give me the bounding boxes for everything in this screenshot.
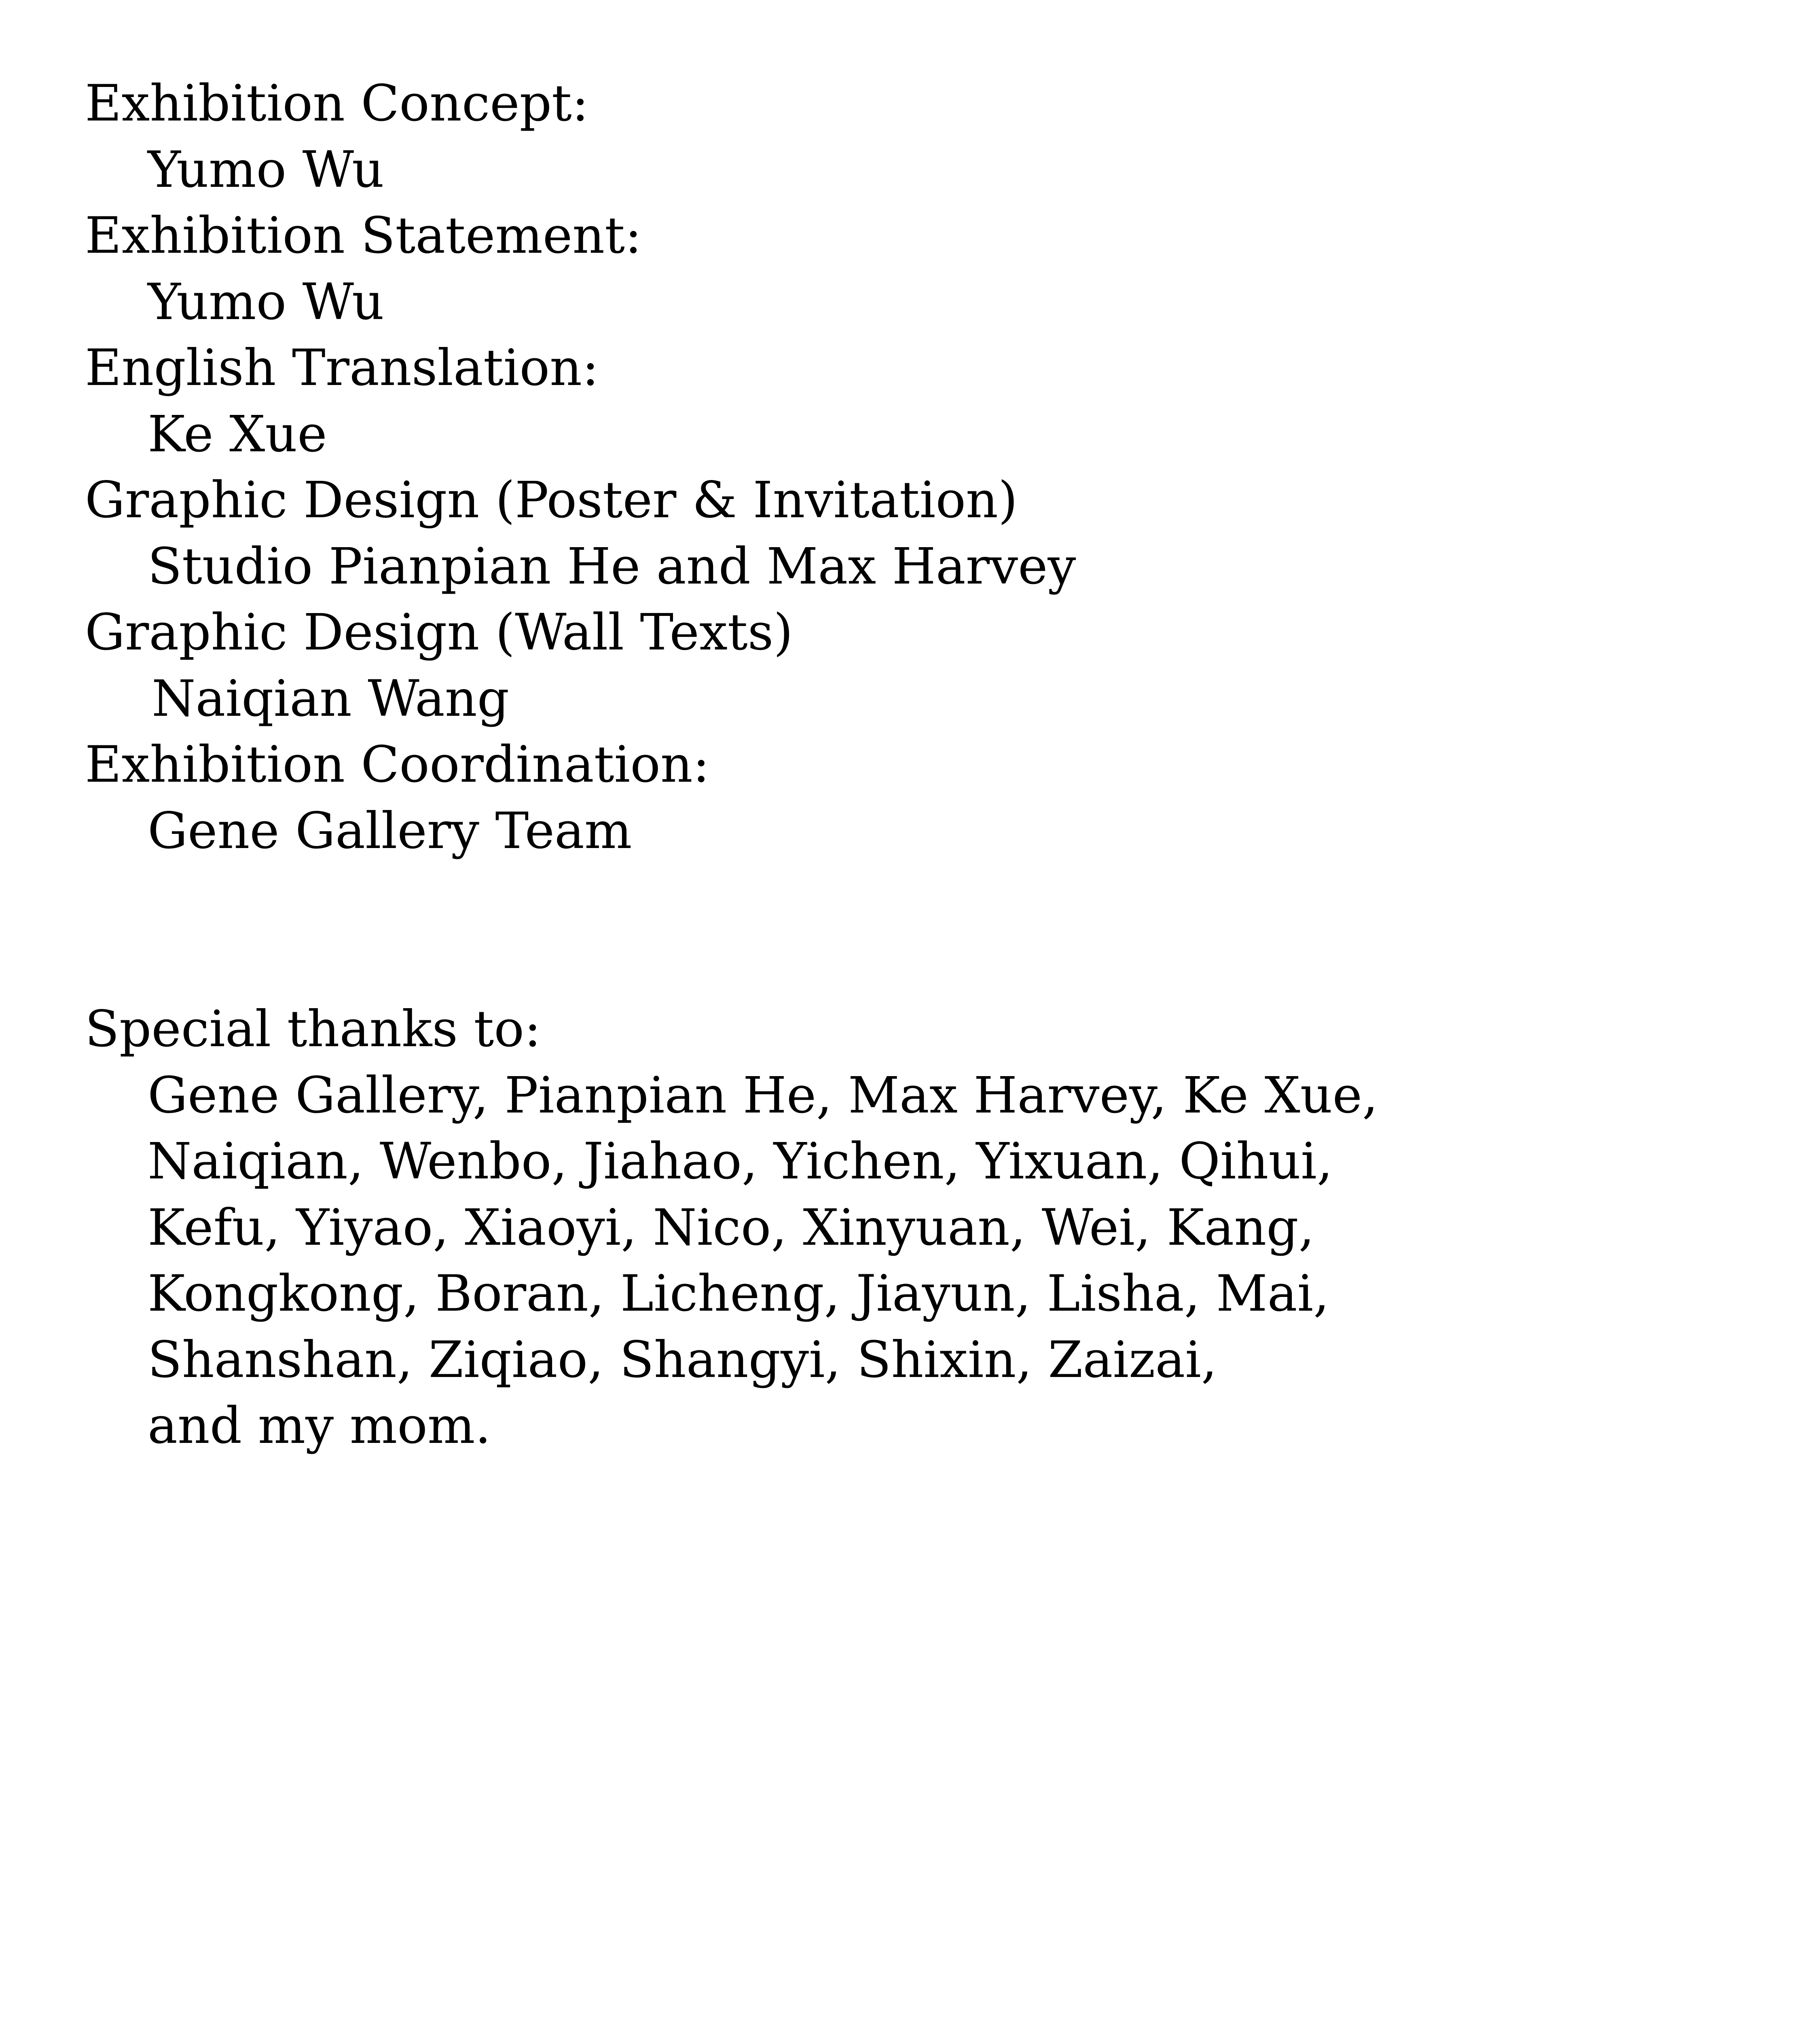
credit-name-english-translation: Ke Xue <box>148 405 327 463</box>
credit-name-graphic-design-wall-texts: Naiqian Wang <box>152 669 510 728</box>
credit-name-exhibition-statement: Yumo Wu <box>148 273 384 331</box>
special-thanks-line: Naiqian, Wenbo, Jiahao, Yichen, Yixuan, Qihui, <box>148 1132 1333 1191</box>
special-thanks-heading: Special thanks to: <box>85 1000 541 1058</box>
section-spacer <box>85 864 1703 996</box>
credit-name-exhibition-concept: Yumo Wu <box>148 140 384 199</box>
special-thanks-line: and my mom. <box>148 1397 491 1455</box>
special-thanks-line: Kefu, Yiyao, Xiaoyi, Nico, Xinyuan, Wei, Kang, <box>148 1198 1314 1257</box>
credit-role-graphic-design-wall-texts: Graphic Design (Wall Texts) <box>85 603 793 662</box>
credits-block <box>85 71 1703 1459</box>
credit-role-exhibition-coordination: Exhibition Coordination: <box>85 736 710 794</box>
credit-name-graphic-design-poster: Studio Pianpian He and Max Harvey <box>148 537 1076 596</box>
special-thanks-line: Kongkong, Boran, Licheng, Jiayun, Lisha, Mai, <box>148 1265 1329 1323</box>
credit-role-exhibition-statement: Exhibition Statement: <box>85 207 642 265</box>
credit-role-exhibition-concept: Exhibition Concept: <box>85 74 589 133</box>
special-thanks-line: Gene Gallery, Pianpian He, Max Harvey, Ke Xue, <box>148 1066 1378 1125</box>
credit-role-graphic-design-poster: Graphic Design (Poster & Invitation) <box>85 471 1018 529</box>
credit-role-english-translation: English Translation: <box>85 339 599 397</box>
credit-name-exhibition-coordination: Gene Gallery Team <box>148 802 632 860</box>
special-thanks-line: Shanshan, Ziqiao, Shangyi, Shixin, Zaizai, <box>148 1330 1217 1389</box>
